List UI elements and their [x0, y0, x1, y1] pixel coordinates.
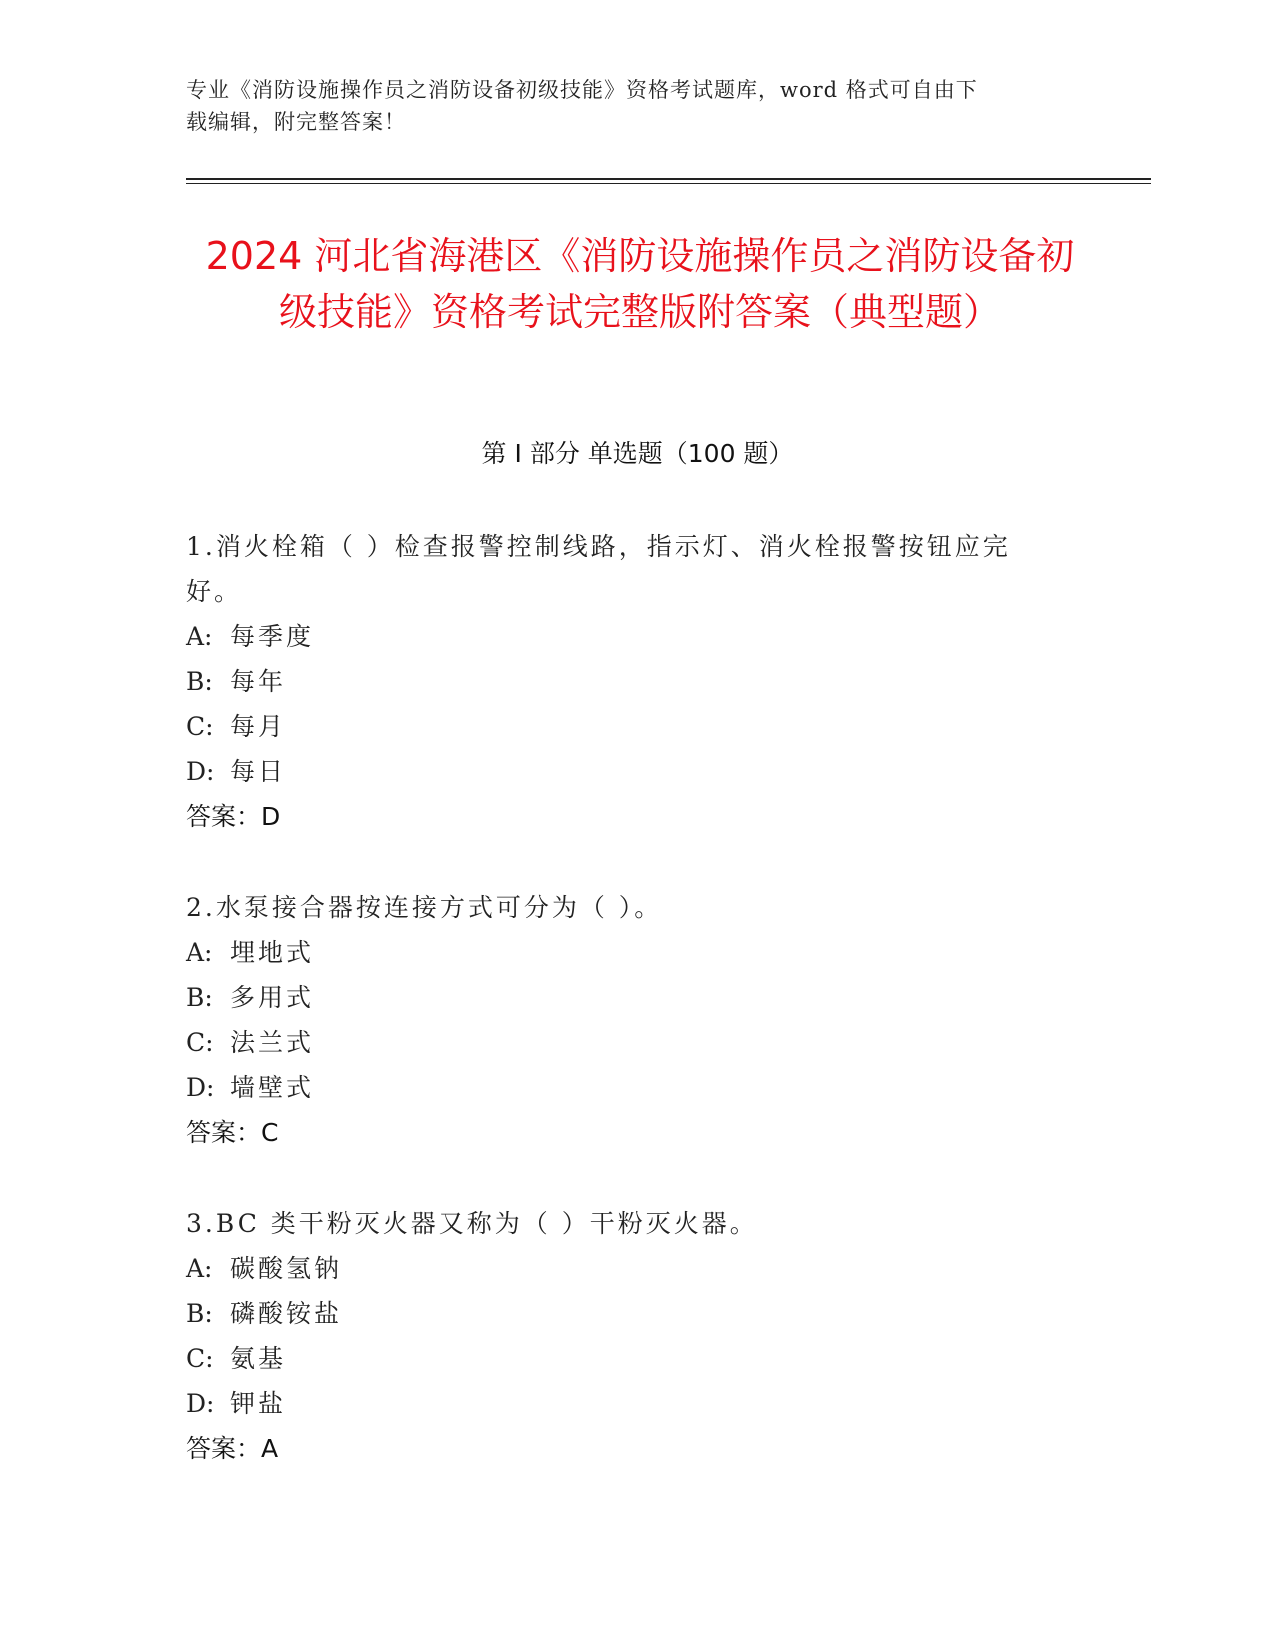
option-key: D:: [186, 757, 215, 786]
option-key: B:: [186, 667, 213, 696]
question-2: [186, 885, 1066, 1155]
option-text: 法兰式: [230, 1028, 315, 1057]
question-list: [186, 524, 1066, 1517]
option-text: 多用式: [230, 983, 315, 1012]
option-text: 钾盐: [230, 1389, 287, 1418]
option-key: A:: [186, 938, 213, 967]
option-b: [186, 1291, 1066, 1336]
option-text: 碳酸氢钠: [230, 1254, 343, 1283]
option-a: [186, 614, 1066, 659]
option-key: D:: [186, 1073, 215, 1102]
option-text: 每日: [230, 757, 287, 786]
option-text: 氨基: [230, 1344, 287, 1373]
document-title: 2024 河北省海港区《消防设施操作员之消防设备初级技能》资格考试完整版附答案（典型题）: [205, 234, 1075, 334]
option-key: C:: [186, 1344, 214, 1373]
option-key: A:: [186, 622, 213, 651]
option-text: 磷酸铵盐: [230, 1299, 343, 1328]
option-a: [186, 1246, 1066, 1291]
option-a: [186, 930, 1066, 975]
option-text: 埋地式: [230, 938, 315, 967]
header-line-1: 专业《消防设施操作员之消防设备初级技能》资格考试题库，word 格式可自由下: [186, 78, 978, 102]
option-c: [186, 704, 1066, 749]
answer: 答案：C: [186, 1118, 279, 1147]
option-text: 每季度: [230, 622, 315, 651]
option-c: [186, 1020, 1066, 1065]
option-key: C:: [186, 712, 214, 741]
question-stem: 3.BC 类干粉灭火器又称为（ ）干粉灭火器。: [186, 1209, 758, 1238]
question-stem: 1.消火栓箱（ ）检查报警控制线路，指示灯、消火栓报警按钮应完好。: [186, 532, 1011, 606]
header-rule-thick: [186, 178, 1151, 180]
option-b: [186, 659, 1066, 704]
option-text: 每年: [230, 667, 287, 696]
header-text: [186, 74, 1066, 138]
option-key: C:: [186, 1028, 214, 1057]
header-line-2: 载编辑，附完整答案！: [186, 110, 406, 134]
option-key: A:: [186, 1254, 213, 1283]
option-d: [186, 1065, 1066, 1110]
question-1: [186, 524, 1066, 839]
section-heading: 第 I 部分 单选题（100 题）: [481, 439, 794, 468]
option-d: [186, 1381, 1066, 1426]
question-3: [186, 1201, 1066, 1471]
option-key: B:: [186, 983, 213, 1012]
option-text: 墙壁式: [230, 1073, 315, 1102]
header-rule-thin: [186, 183, 1151, 184]
question-stem: 2.水泵接合器按连接方式可分为（ ）。: [186, 893, 663, 922]
answer: 答案：A: [186, 1434, 279, 1463]
option-b: [186, 975, 1066, 1020]
option-key: D:: [186, 1389, 215, 1418]
option-key: B:: [186, 1299, 213, 1328]
option-d: [186, 749, 1066, 794]
option-c: [186, 1336, 1066, 1381]
option-text: 每月: [230, 712, 287, 741]
answer: 答案：D: [186, 802, 281, 831]
